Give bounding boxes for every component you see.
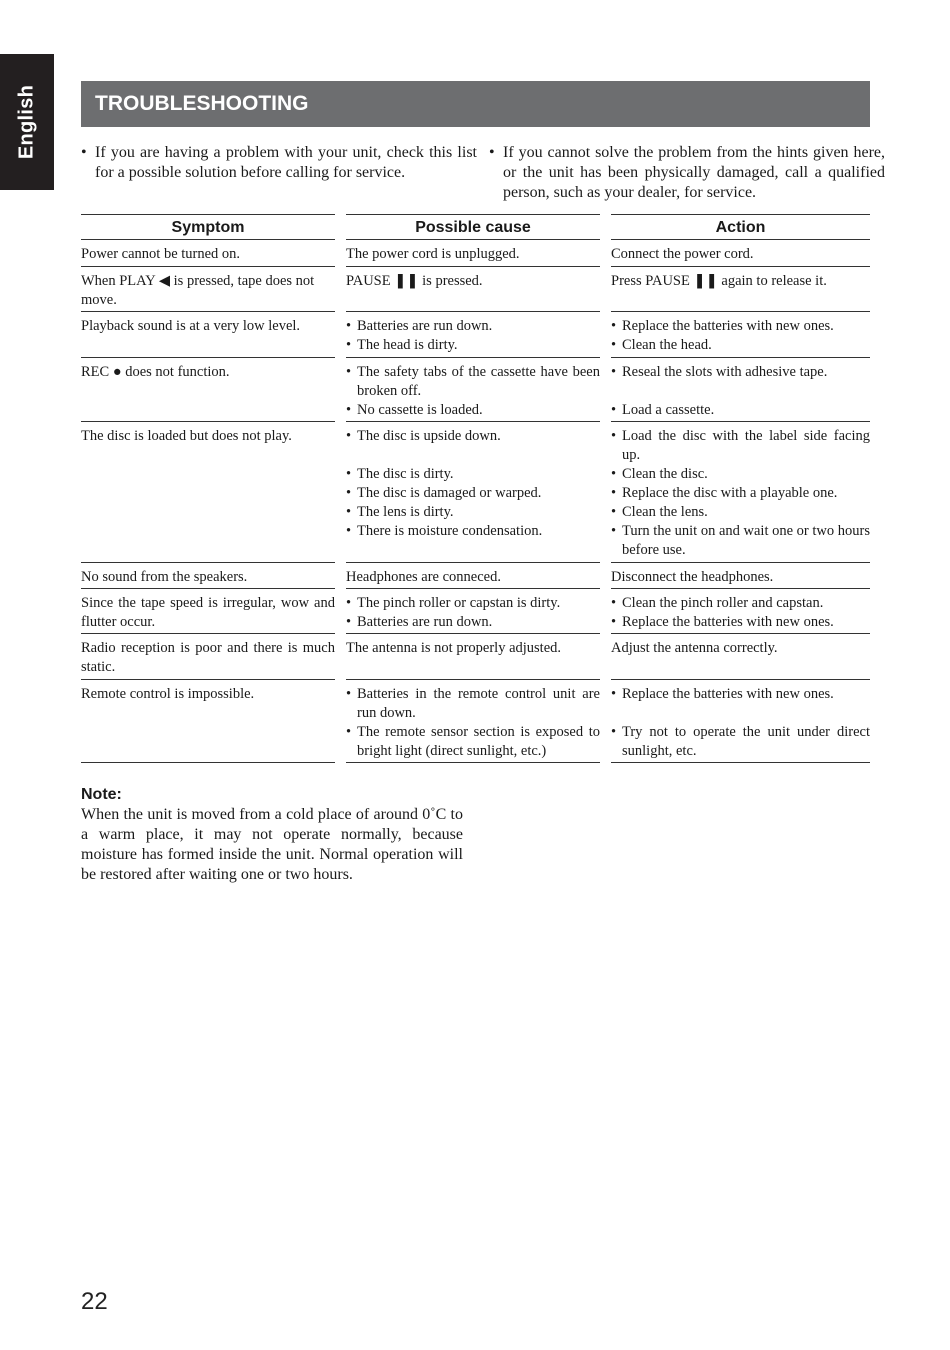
symptom-cell: Radio reception is poor and there is much static. [81,634,335,680]
cause-cell [346,634,600,680]
intro-text-right: If you cannot solve the problem from the hints given here, or the unit has been physically damaged, call a qualified person, such as your dealer, for service. [503,144,885,201]
action-cell [611,563,870,589]
action-item: • Load the disc with the label side facing up. [611,427,870,465]
bullet-icon: • [81,144,87,161]
action-cell [611,312,870,358]
cause-cell [346,358,600,422]
cause-cell [346,267,600,312]
spacer [611,382,870,401]
symptom-cell: Since the tape speed is irregular, wow and flutter occur. [81,589,335,634]
spacer [611,704,870,723]
action-cell [611,634,870,680]
action-item: • Try not to operate the unit under direct sunlight, etc. [611,723,870,761]
cause-item: • Batteries are run down. [346,317,600,336]
action-item: • Replace the batteries with new ones. [611,613,870,632]
action-cell [611,589,870,634]
cause-item: • The disc is dirty. [346,465,600,484]
cause-cell [346,563,600,589]
action-item: • Replace the batteries with new ones. [611,685,870,704]
language-tab-label: English [15,84,38,160]
intro-paragraph-right [489,143,885,203]
intro-text-left: If you are having a problem with your unit, check this list for a possible solution before calling for service. [95,144,477,181]
cause-cell [346,422,600,563]
cause-item: • The remote sensor section is exposed to bright light (direct sunlight, etc.) [346,723,600,761]
action-item: • Clean the lens. [611,503,870,522]
cause-item: • The lens is dirty. [346,503,600,522]
cause-text: Headphones are conneced. [346,569,501,585]
symptom-cell: Remote control is impossible. [81,680,335,763]
cause-item: • The disc is upside down. [346,427,600,446]
cause-item: • The head is dirty. [346,336,600,355]
action-text: Disconnect the headphones. [611,569,774,585]
action-item: • Load a cassette. [611,401,870,420]
action-item: • Replace the disc with a playable one. [611,484,870,503]
note-text: When the unit is moved from a cold place of around 0˚C to a warm place, it may not operate normally, because moisture has formed inside the unit. Normal operation will be restored after waiting one or two hours. [81,806,463,883]
symptom-cell: The disc is loaded but does not play. [81,422,335,563]
cause-cell [346,312,600,358]
language-tab [0,54,54,190]
cause-column [346,214,600,763]
symptom-cell: When PLAY ◀ is pressed, tape does not move. [81,267,335,312]
cause-cell [346,240,600,267]
cause-text: PAUSE ❚❚ is pressed. [346,273,483,289]
cause-item: • Batteries are run down. [346,613,600,632]
action-cell [611,240,870,267]
section-title: TROUBLESHOOTING [95,92,309,115]
spacer [346,446,600,465]
cause-item: • The safety tabs of the cassette have been broken off. [346,363,600,401]
action-text: Connect the power cord. [611,246,754,262]
page-number: 22 [81,1288,108,1315]
cause-item: • The pinch roller or capstan is dirty. [346,594,600,613]
action-cell [611,267,870,312]
action-text: Press PAUSE ❚❚ again to release it. [611,273,827,289]
action-text: Adjust the antenna correctly. [611,640,778,656]
action-column [611,214,870,763]
cause-text: The power cord is unplugged. [346,246,520,262]
action-item: • Turn the unit on and wait one or two hours before use. [611,522,870,560]
cause-header: Possible cause [346,214,600,240]
intro-paragraph-left [81,143,477,183]
symptom-cell: Power cannot be turned on. [81,240,335,267]
symptom-cell: No sound from the speakers. [81,563,335,589]
action-item: • Reseal the slots with adhesive tape. [611,363,870,382]
symptom-column [81,214,335,763]
action-cell [611,358,870,422]
cause-item: • No cassette is loaded. [346,401,600,420]
bullet-icon: • [489,144,495,161]
cause-item: • The disc is damaged or warped. [346,484,600,503]
cause-cell [346,680,600,763]
note-heading: Note: [81,786,122,803]
action-item: • Replace the batteries with new ones. [611,317,870,336]
action-cell [611,680,870,763]
symptom-cell: REC ● does not function. [81,358,335,422]
action-item: • Clean the pinch roller and capstan. [611,594,870,613]
symptom-header: Symptom [81,214,335,240]
section-title-bar [81,81,870,127]
action-cell [611,422,870,563]
symptom-cell: Playback sound is at a very low level. [81,312,335,358]
action-header: Action [611,214,870,240]
action-item: • Clean the disc. [611,465,870,484]
cause-text: The antenna is not properly adjusted. [346,640,562,656]
action-item: • Clean the head. [611,336,870,355]
cause-item: • There is moisture condensation. [346,522,600,541]
cause-cell [346,589,600,634]
cause-item: • Batteries in the remote control unit are run down. [346,685,600,723]
